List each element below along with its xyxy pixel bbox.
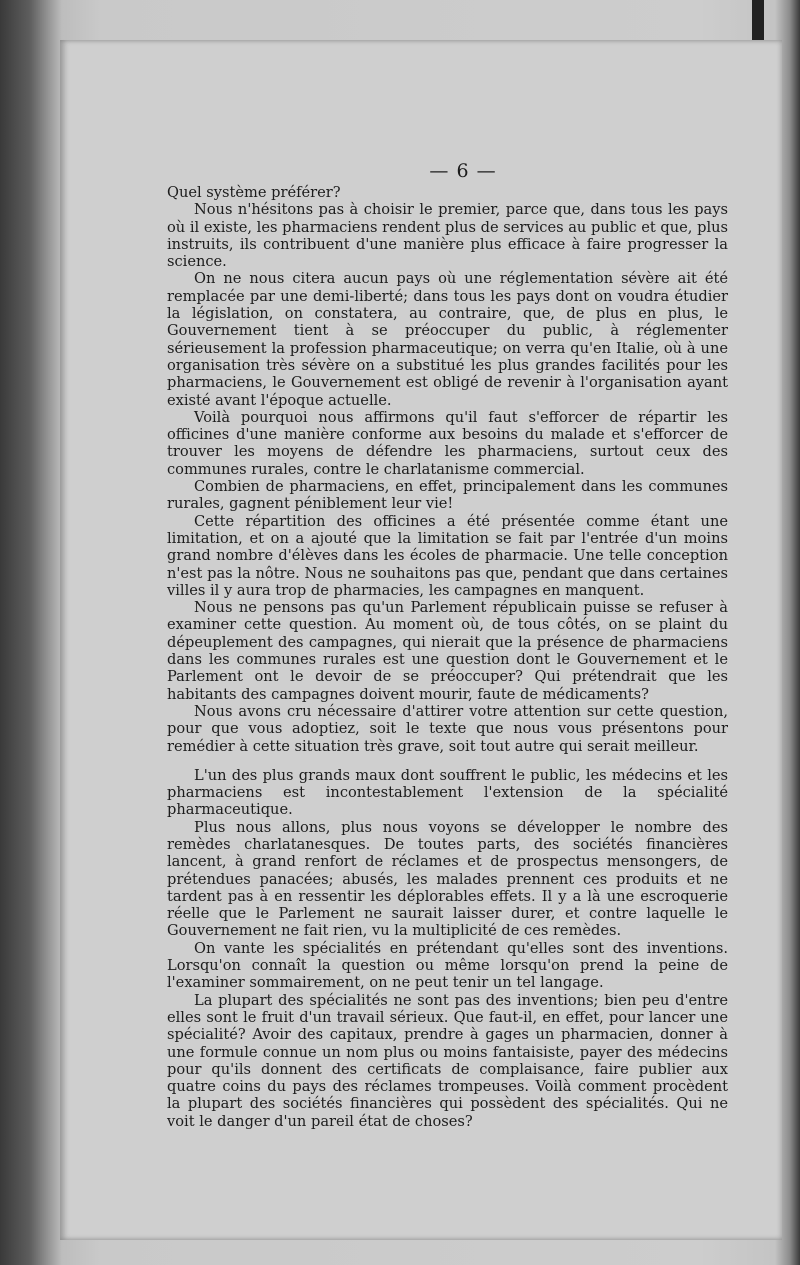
body-text [167,184,728,1130]
paragraph: Nous ne pensons pas qu'un Parlement républicain puisse se refuser à examiner cette question. Au moment où, de tous côtés, on se plaint du dépeuplement des campagnes, qui nierait que la présence de pharmaciens dans les communes rurales est une question dont le Gouvernement et le Parlement ont le devoir de se préoccuper? Qui prétendrait que les habitants des campagnes doivent mourir, faute de médicaments? [167,599,728,703]
paragraph: Nous avons cru nécessaire d'attirer votre attention sur cette question, pour que vous adoptiez, soit le texte que nous vous présentons pour remédier à cette situation très grave, soit tout autre qui serait meilleur. [167,702,728,755]
paragraph: On vante les spécialités en prétendant qu'elles sont des inventions. Lorsqu'on connaît la question ou même lorsqu'on prend la peine de l'examiner sommairement, on ne peut tenir un tel langage. [167,939,728,992]
paragraph: Voilà pourquoi nous affirmons qu'il faut s'efforcer de répartir les officines d'une manière conforme aux besoins du malade et s'efforcer de trouver les moyens de défendre les pharmaciens, surtout ceux des communes rurales, contre le charlatanisme commercial. [167,408,728,478]
paragraph: L'un des plus grands maux dont souffrent le public, les médecins et les pharmaciens est incontestablement l'extension de la spécialité pharmaceutique. [167,766,728,819]
paragraph: On ne nous citera aucun pays où une réglementation sévère ait été remplacée par une demi-liberté; dans tous les pays dont on voudra étudier la législation, on constatera, au contraire, que, de plus en plus, le Gouvernement tient à se préoccuper du public, à réglementer sérieusement la profession pharmaceutique; on verra qu'en Italie, où à une organisation très sévère on a substitué les plus grandes facilités pour les pharmaciens, le Gouvernement est obligé de revenir à l'organisation ayant existé avant l'époque actuelle. [167,270,728,409]
paragraph: La plupart des spécialités ne sont pas des inventions; bien peu d'entre elles sont le fruit d'un travail sérieux. Que faut-il, en effet, pour lancer une spécialité? Avoir des capitaux, prendre à gages un pharmacien, donner à une formule connue un nom plus ou moins fantaisiste, payer des médecins pour qu'ils donnent des certificats de complaisance, faire publier aux quatre coins du pays des réclames trompeuses. Voilà comment procèdent la plupart des sociétés financières qui possèdent des spécialités. Qui ne voit le danger d'un pareil état de choses? [167,991,728,1130]
paragraph: Quel système préférer? [167,184,341,201]
paragraph: Cette répartition des officines a été présentée comme étant une limitation, et on a ajouté que la limitation se fait par l'entrée d'un moins grand nombre d'élèves dans les écoles de pharmacie. Une telle conception n'est pas la nôtre. Nous ne souhaitons pas que, pendant que dans certaines villes il y aura trop de pharmacies, les campagnes en manquent. [167,512,728,599]
paragraph: Plus nous allons, plus nous voyons se développer le nombre des remèdes charlatanesques. De toutes parts, des sociétés financières lancent, à grand renfort de réclames et de prospectus mensongers, de prétendues panacées; abusés, les malades prennent ces produits et ne tardent pas à en ressentir les déplorables effets. Il y a là une escroquerie réelle que le Parlement ne saurait laisser durer, et contre laquelle le Gouvernement ne fait rien, vu la multiplicité de ces remèdes. [167,818,728,940]
page-number: — 6 — [429,160,497,182]
paragraph: Combien de pharmaciens, en effet, principalement dans les communes rurales, gagnent péniblement leur vie! [167,478,728,513]
paragraph: Nous n'hésitons pas à choisir le premier, parce que, dans tous les pays où il existe, les pharmaciens rendent plus de services au public et que, plus instruits, ils contribuent d'une manière plus efficace à faire progresser la science. [167,201,728,271]
binding-edge [752,0,764,40]
